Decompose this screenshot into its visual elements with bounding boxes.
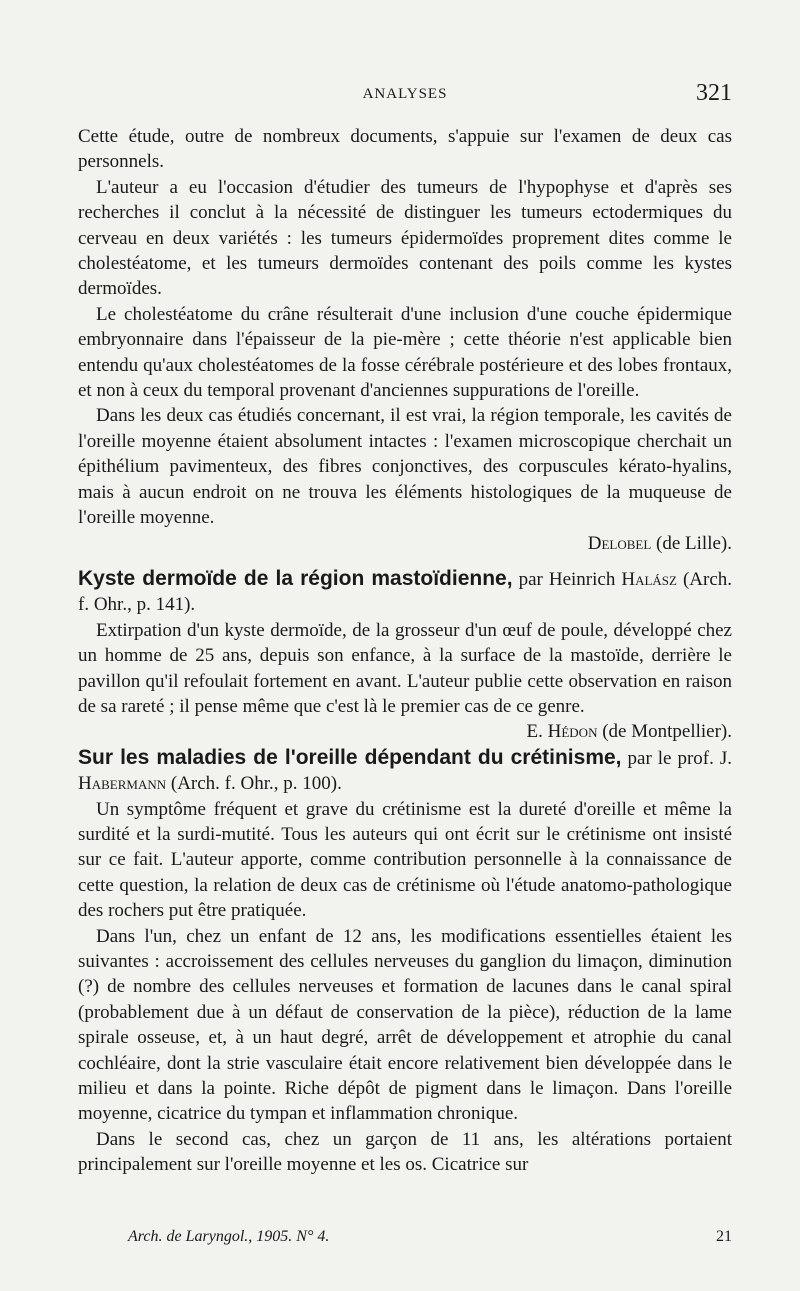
reviewer-place: (de Montpellier).	[602, 721, 732, 743]
article-title: Kyste dermoïde de la région mastoïdienne,	[78, 566, 513, 590]
paragraph: L'auteur a eu l'occasion d'étudier des tumeurs de l'hypophyse et d'après ses recherches il conclut à la nécessité de distinguer les tumeurs ectodermiques du cerveau en deux variétés : les tumeurs épidermoïdes proprement dites comme le cholestéatome, et les tumeurs dermoïdes contenant des poils comme les kystes dermoïdes.	[78, 176, 732, 300]
article-citation: (Arch. f. Ohr., p. 141).	[78, 568, 733, 616]
footer-signature-mark: 21	[716, 1228, 732, 1245]
paragraph: Dans l'un, chez un enfant de 12 ans, les modifications essentielles étaient les suivantes : accroissement des cellules nerveuses du ganglion du limaçon, diminution (?) de nombre des cellules nerveuses et formation de lacunes dans le canal spiral (probablement due à un défaut de conservation de la pièce), réduction de la lame spirale osseuse, et, à un haut degré, arrêt de développement et atrophie du canal cochléaire, dont la strie vasculaire était encore relativement bien développée dans le milieu et dans la pointe. Riche dépôt de pigment dans le limaçon. Dans l'oreille moyenne, cicatrice du tympan et inflammation chronique.	[78, 925, 732, 1125]
paragraph: Le cholestéatome du crâne résulterait d'une inclusion d'une couche épidermique embryonnaire dans l'épaisseur de la pie-mère ; cette théorie n'est applicable bien entendu qu'aux cholestéatomes de la fosse cérébrale postérieure et des lobes frontaux, et non à ceux du temporal provenant d'anciennes suppurations de l'oreille.	[78, 303, 732, 402]
article-title: Sur les maladies de l'oreille dépendant du crétinisme,	[78, 745, 622, 769]
paragraph: Cette étude, outre de nombreux documents, s'appuie sur l'examen de deux cas personnels.	[78, 126, 732, 173]
page-body	[78, 124, 732, 1178]
reviewer-initial: E.	[526, 721, 543, 743]
paragraph: Dans le second cas, chez un garçon de 11 ans, les altérations portaient principalement sur l'oreille moyenne et les os. Cicatrice sur	[78, 1128, 732, 1176]
article-heading	[78, 745, 732, 797]
article-citation: (Arch. f. Ohr., p. 100).	[170, 773, 342, 795]
page-header	[78, 80, 732, 110]
reviewer-signature	[78, 531, 732, 556]
paragraph: Extirpation d'un kyste dermoïde, de la grosseur d'un œuf de poule, développé chez un homme de 25 ans, depuis son enfance, à la surface de la mastoïde, derrière le pavillon qu'il refoulait fortement en avant. L'auteur publie cette observation en raison de sa rareté ; il pense même que c'est là le premier cas de ce genre.	[78, 619, 732, 717]
paragraph: Dans les deux cas étudiés concernant, il est vrai, la région temporale, les cavités de l'oreille moyenne étaient absolument intactes : l'examen microscopique cherchait un épithélium pavimenteux, des fibres conjonctives, des corpuscules kérato-hyalins, mais à aucun endroit on ne trouva les éléments histologiques de la muqueuse de l'oreille moyenne.	[78, 405, 732, 529]
paragraph: Un symptôme fréquent et grave du crétinisme est la dureté d'oreille et même la surdité et la surdi-mutité. Tous les auteurs qui ont écrit sur le crétinisme ont insisté sur ce fait. L'auteur apporte, comme contribution personnelle à la connaissance de cette question, la relation de deux cas de crétinisme où l'étude anatomo-pathologique des rochers put être pratiquée.	[78, 798, 732, 922]
running-head: ANALYSES	[362, 86, 448, 102]
article-author: Halász	[621, 568, 677, 590]
reviewer-name: Hédon	[547, 721, 598, 743]
reviewer-signature	[78, 719, 732, 744]
article-by: par Heinrich	[518, 568, 616, 590]
reviewer-name: Delobel	[587, 532, 652, 554]
page-footer	[128, 1228, 732, 1246]
article-by: par le prof. J.	[627, 747, 733, 769]
article-heading	[78, 566, 732, 618]
reviewer-place: (de Lille).	[656, 532, 732, 554]
article-author: Habermann	[78, 773, 167, 795]
footer-journal: Arch. de Laryngol., 1905. N° 4.	[128, 1228, 330, 1245]
page-number: 321	[696, 80, 732, 106]
